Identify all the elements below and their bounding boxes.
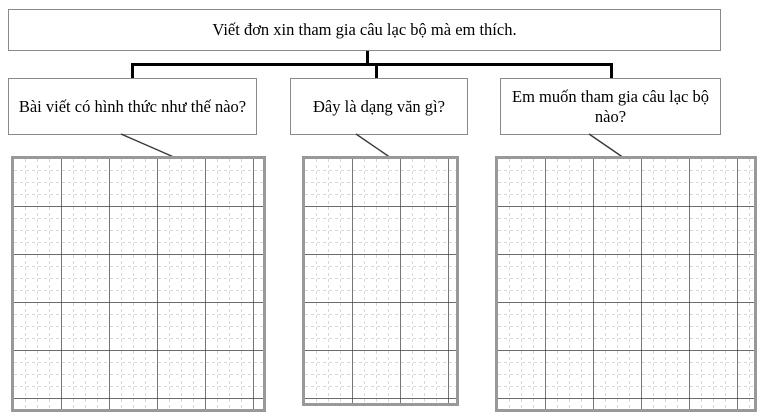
connector-drop-child-3 [610,63,613,79]
connector-drop-child-2 [375,63,378,79]
mindmap-child-label-2: Đây là dạng văn gì? [313,96,445,116]
grid-lines-3 [498,159,754,409]
answer-grid-panel-1[interactable] [11,156,266,412]
grid-lines-2 [305,159,456,403]
connector-horizontal-bus [131,63,613,66]
answer-grid-panel-2[interactable] [302,156,459,406]
mindmap-child-node-2[interactable] [290,78,468,135]
answer-grid-panel-3[interactable] [495,156,757,412]
mindmap-child-label-3: Em muốn tham gia câu lạc bộ nào? [511,87,710,126]
connector-drop-child-1 [131,63,134,79]
mindmap-root-node[interactable] [8,9,721,51]
mindmap-root-label: Viết đơn xin tham gia câu lạc bộ mà em thích. [212,20,517,40]
mindmap-child-label-1: Bài viết có hình thức như thế nào? [18,96,247,116]
mindmap-child-node-1[interactable] [8,78,257,135]
mindmap-child-node-3[interactable] [500,78,721,135]
grid-lines-1 [14,159,263,409]
